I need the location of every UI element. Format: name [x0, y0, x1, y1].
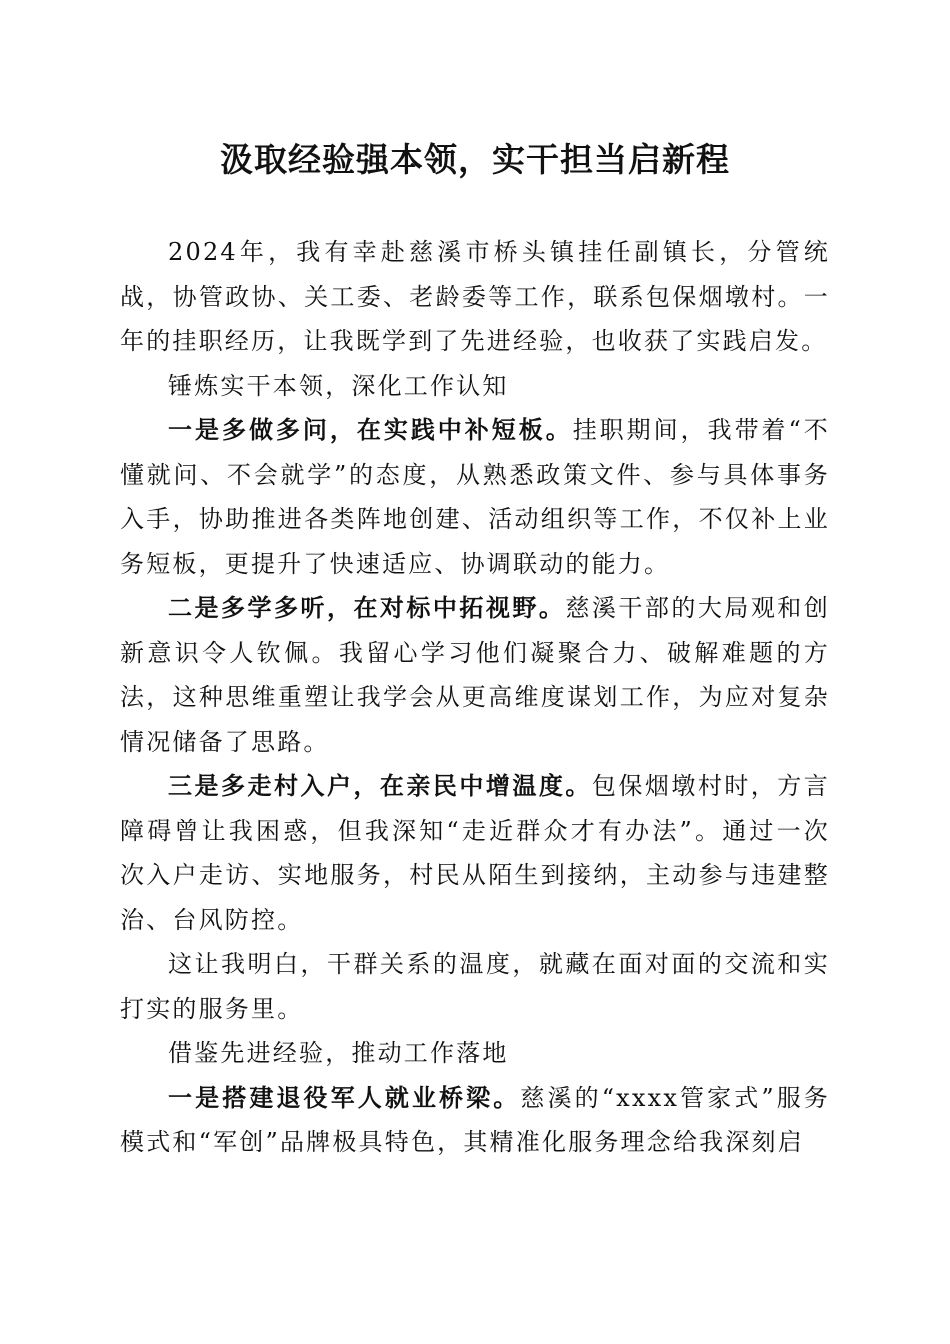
paragraph	[120, 230, 830, 364]
document-title: 汲取经验强本领，实干担当启新程	[220, 140, 730, 179]
paragraph-lead: 二是多学多听，在对标中拓视野。	[168, 593, 566, 622]
paragraph-lead: 一是搭建退役军人就业桥梁。	[168, 1082, 521, 1112]
paragraph-text: 锤炼实干本领，深化工作认知	[168, 371, 509, 400]
paragraph-text: 慈溪干部的大局观和创新意识令人钦佩。我留心学习他们凝聚合力、破解难题的方法，这种思维重塑让我学会从更高维度谋划工作，为应对复杂情况储备了思路。	[120, 594, 830, 756]
paragraph	[120, 1076, 830, 1165]
paragraph-text: 2024年，我有幸赴慈溪市桥头镇挂任副镇长，分管统战，协管政协、关工委、老龄委等工作，联系包保烟墩村。一年的挂职经历，让我既学到了先进经验，也收获了实践启发。	[120, 238, 830, 355]
paragraph	[120, 942, 830, 1031]
paragraph-text: 这让我明白，干群关系的温度，就藏在面对面的交流和实打实的服务里。	[120, 950, 830, 1023]
document-body	[120, 230, 830, 1165]
paragraph	[120, 764, 830, 942]
paragraph	[120, 586, 830, 764]
paragraph	[120, 408, 830, 586]
paragraph-lead: 三是多走村入户，在亲民中增温度。	[168, 771, 592, 800]
section-heading	[120, 1031, 830, 1076]
paragraph-text: 包保烟墩村时，方言障碍曾让我困惑，但我深知“走近群众才有办法”。通过一次次入户走访、实地服务，村民从陌生到接纳，主动参与违建整治、台风防控。	[120, 772, 830, 934]
section-heading	[120, 364, 830, 409]
paragraph-text: 借鉴先进经验，推动工作落地	[168, 1039, 509, 1067]
paragraph-text: 挂职期间，我带着“不懂就问、不会就学”的态度，从熟悉政策文件、参与具体事务入手，协助推进各类阵地创建、活动组织等工作，不仅补上业务短板，更提升了快速适应、协调联动的能力。	[120, 416, 830, 578]
paragraph-lead: 一是多做多问，在实践中补短板。	[168, 415, 573, 444]
paragraph-text: 慈溪的“xxxx管家式”服务模式和“军创”品牌极具特色，其精准化服务理念给我深刻启	[120, 1083, 830, 1156]
